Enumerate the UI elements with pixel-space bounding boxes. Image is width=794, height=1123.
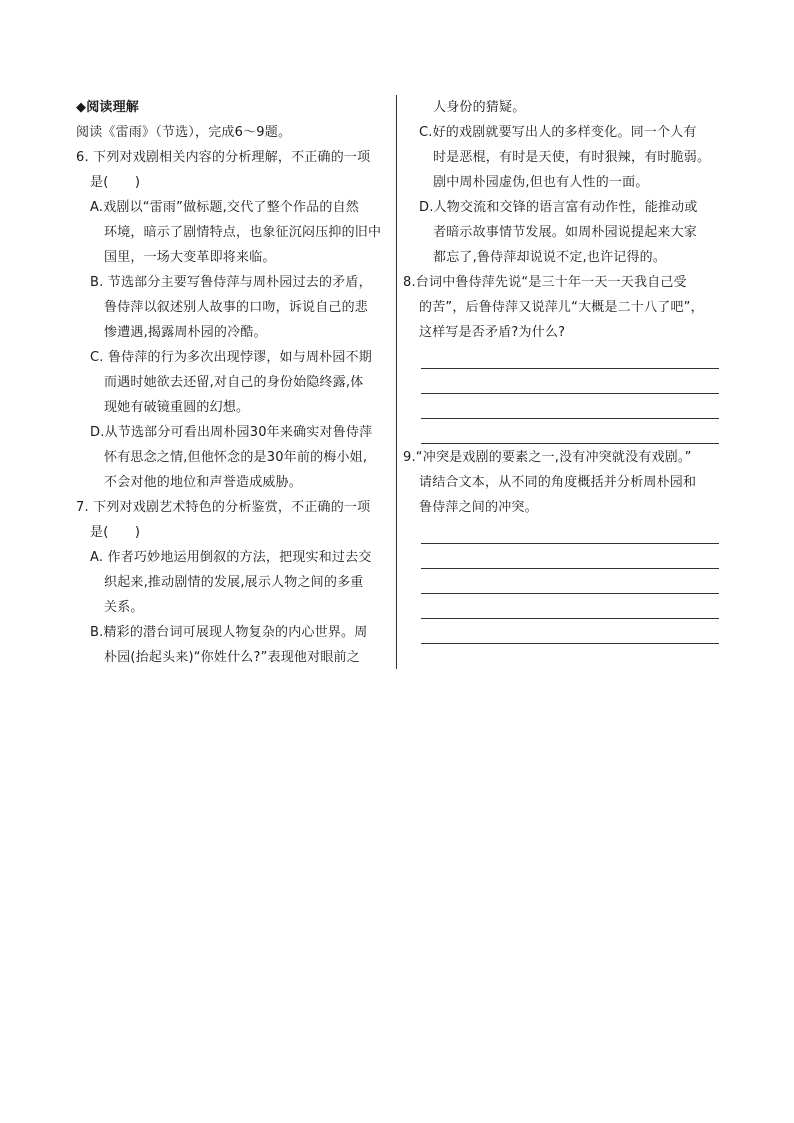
- q8-stem-line: 的苦”，后鲁侍萍又说萍儿“大概是二十八了吧”，: [419, 300, 704, 315]
- option-line: 剧中周朴园虚伪,但也有人性的一面。: [433, 175, 649, 190]
- right-column: [403, 95, 733, 645]
- option-line: D.从节选部分可看出周朴园30年来确实对鲁侍萍: [90, 425, 373, 440]
- question-8: [403, 270, 733, 445]
- option-line: 现她有破镜重圆的幻想。: [104, 400, 250, 415]
- section-intro: 阅读《雷雨》（节选），完成6～9题。: [76, 125, 292, 140]
- answer-line[interactable]: [403, 395, 733, 420]
- answer-line[interactable]: [403, 520, 733, 545]
- question-9: [403, 445, 733, 645]
- question-6: [76, 145, 394, 495]
- answer-line[interactable]: [403, 595, 733, 620]
- section-heading: ◆阅读理解: [76, 100, 139, 115]
- option-line: 关系。: [104, 600, 144, 615]
- option-line: 者暗示故事情节发展。如周朴园说提起来大家: [433, 225, 698, 240]
- q7-option-a[interactable]: [76, 545, 394, 620]
- option-line: 惨遭遇,揭露周朴园的冷酷。: [104, 325, 267, 340]
- answer-line[interactable]: [403, 370, 733, 395]
- q9-stem-line: 鲁侍萍之间的冲突。: [419, 500, 538, 515]
- option-line: 朴园(抬起头来)“你姓什么?”表现他对眼前之: [104, 650, 360, 665]
- option-line: C. 鲁侍萍的行为多次出现悖谬，如与周朴园不期: [90, 350, 372, 365]
- q7-option-d[interactable]: [403, 195, 733, 270]
- q8-stem-line: 这样写是否矛盾?为什么?: [419, 325, 566, 340]
- q7-stem-line: 7. 下列对戏剧艺术特色的分析鉴赏，不正确的一项: [76, 500, 371, 515]
- q8-answer-area[interactable]: [403, 345, 733, 445]
- option-line: 国里，一场大变革即将来临。: [104, 250, 276, 265]
- option-line: B.精彩的潜台词可展现人物复杂的内心世界。周: [90, 625, 368, 640]
- option-line: 怀有思念之情,但他怀念的是30年前的梅小姐,: [104, 450, 368, 465]
- q9-stem-line: 请结合文本，从不同的角度概括并分析周朴园和: [419, 475, 697, 490]
- option-line: 织起来,推动剧情的发展,展示人物之间的多重: [104, 575, 364, 590]
- q6-option-b[interactable]: [76, 270, 394, 345]
- option-line: 而遇时她欲去还留,对自己的身份始隐终露,体: [104, 375, 364, 390]
- option-line: 环境，暗示了剧情特点，也象征沉闷压抑的旧中: [104, 225, 382, 240]
- left-column: [76, 95, 394, 670]
- answer-line[interactable]: [403, 545, 733, 570]
- q6-stem-line: 6. 下列对戏剧相关内容的分析理解，不正确的一项: [76, 150, 371, 165]
- option-line: 鲁侍萍以叙述别人故事的口吻，诉说自己的悲: [104, 300, 369, 315]
- option-line: 时是恶棍，有时是天使，有时狠辣，有时脆弱。: [433, 150, 711, 165]
- answer-line[interactable]: [403, 570, 733, 595]
- q7-option-b-continued: 人身份的猜疑。: [433, 100, 526, 115]
- question-7: [76, 495, 394, 670]
- q8-stem-line: 8.台词中鲁侍萍先说“是三十年一天一天我自己受: [403, 275, 687, 290]
- q9-answer-area[interactable]: [403, 520, 733, 645]
- option-line: 不会对他的地位和声誉造成威胁。: [104, 475, 303, 490]
- answer-line[interactable]: [403, 420, 733, 445]
- option-line: C.好的戏剧就要写出人的多样变化。同一个人有: [419, 125, 697, 140]
- q6-stem-line: 是( ): [90, 175, 141, 190]
- option-line: 都忘了,鲁侍萍却说说不定,也许记得的。: [433, 250, 667, 265]
- answer-line[interactable]: [403, 620, 733, 645]
- option-line: D.人物交流和交锋的语言富有动作性，能推动或: [419, 200, 698, 215]
- q6-option-c[interactable]: [76, 345, 394, 420]
- q6-option-d[interactable]: [76, 420, 394, 495]
- q7-stem-line: 是( ): [90, 525, 141, 540]
- column-divider: [396, 95, 397, 669]
- option-line: B. 节选部分主要写鲁侍萍与周朴园过去的矛盾，: [90, 275, 372, 290]
- option-line: A.戏剧以“雷雨”做标题,交代了整个作品的自然: [90, 200, 359, 215]
- q7-option-b[interactable]: [76, 620, 394, 670]
- answer-line[interactable]: [403, 345, 733, 370]
- q9-stem-line: 9.“冲突是戏剧的要素之一,没有冲突就没有戏剧。”: [403, 450, 692, 465]
- q7-option-c[interactable]: [403, 120, 733, 195]
- option-line: A. 作者巧妙地运用倒叙的方法，把现实和过去交: [90, 550, 372, 565]
- q6-option-a[interactable]: [76, 195, 394, 270]
